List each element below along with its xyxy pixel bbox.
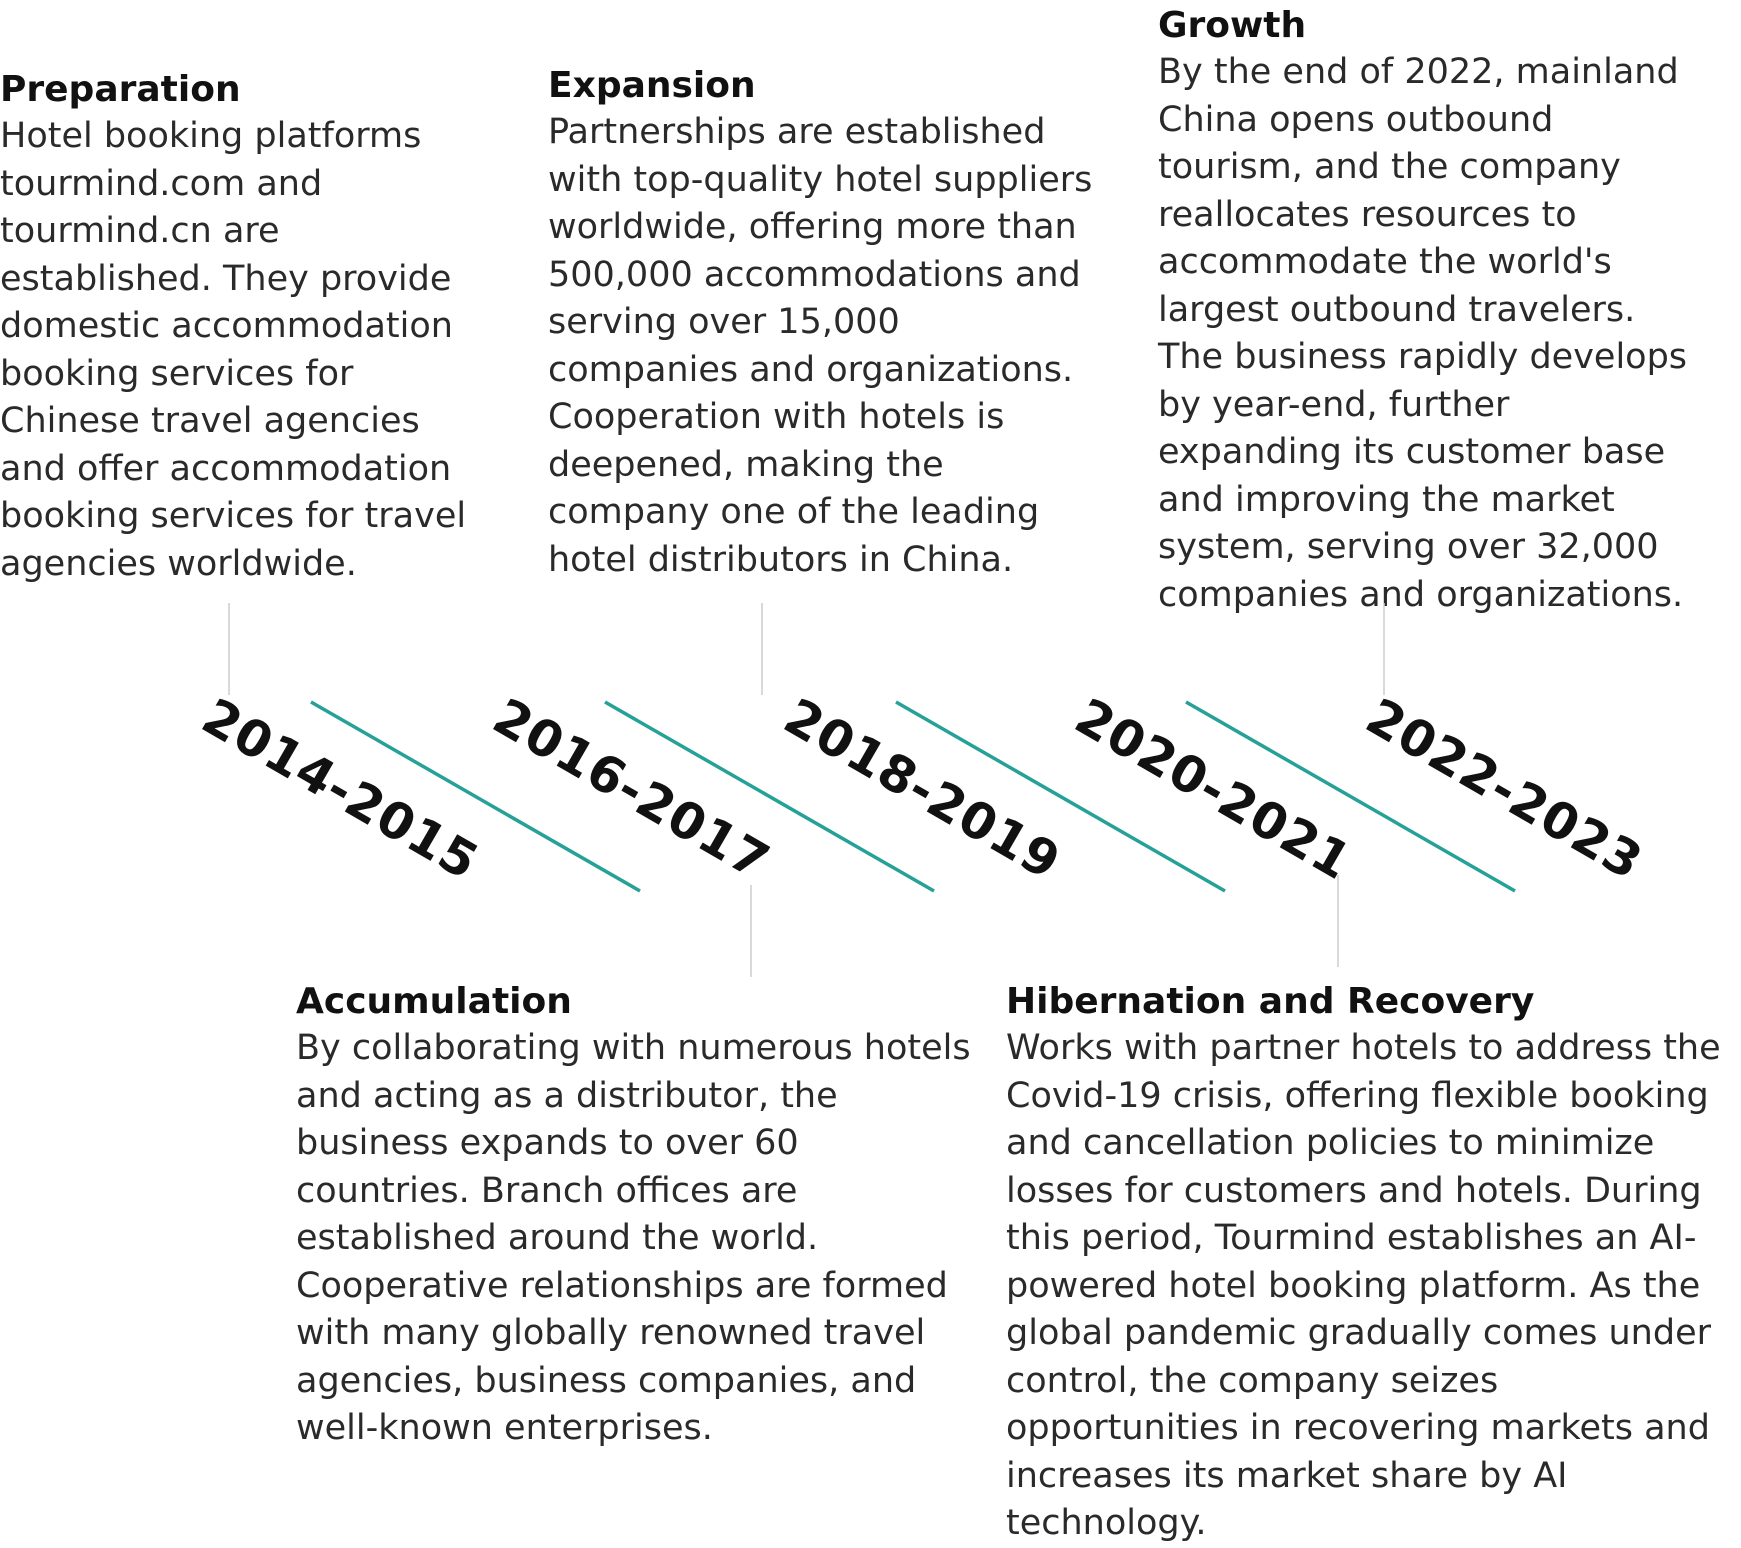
stage-description: Partnerships are established with top-quality hotel suppliers worldwide, offering more than 500,000 accommodations and serving over 15,000 companies and organizations. Cooperation with hotels is deepened, making the company one of the leading hotel distributors in China. xyxy=(548,112,1093,580)
stage-title: Growth xyxy=(1158,5,1307,46)
stage-title: Expansion xyxy=(548,65,756,106)
period-label: 2018-2019 xyxy=(774,687,1071,892)
stage-title: Preparation xyxy=(0,69,241,110)
period-label: 2022-2023 xyxy=(1356,687,1653,892)
stage-title: Hibernation and Recovery xyxy=(1006,981,1535,1022)
period-label: 2014-2015 xyxy=(192,687,489,892)
stage-title: Accumulation xyxy=(296,981,572,1022)
stage-description: Works with partner hotels to address the Covid-19 crisis, offering flexible booking and cancellation policies to minimize losses for customers and hotels. During this period, Tourmind establishes an AI-powered hotel booking platform. As the global pandemic gradually comes under control, the company seizes opportunities in recovering markets and increases its market share by AI technology. xyxy=(1006,1028,1721,1543)
period-label: 2016-2017 xyxy=(483,687,780,892)
stage-description: Hotel booking platforms tourmind.com and tourmind.cn are established. They provide domestic accommodation booking services for Chinese travel agencies and offer accommodation booking services for travel agencies worldwide. xyxy=(0,116,467,584)
stage-description: By collaborating with numerous hotels and acting as a distributor, the business expands to over 60 countries. Branch offices are established around the world. Cooperative relationships are formed with many globally renowned travel agencies, business companies, and well-known enterprises. xyxy=(296,1028,971,1448)
period-label: 2020-2021 xyxy=(1065,687,1362,892)
stage-description: By the end of 2022, mainland China opens outbound tourism, and the company reallocates resources to accommodate the world's largest outbound travelers. The business rapidly develops by year-end, further expanding its customer base and improving the market system, serving over 32,000 companies and organizations. xyxy=(1158,52,1688,615)
